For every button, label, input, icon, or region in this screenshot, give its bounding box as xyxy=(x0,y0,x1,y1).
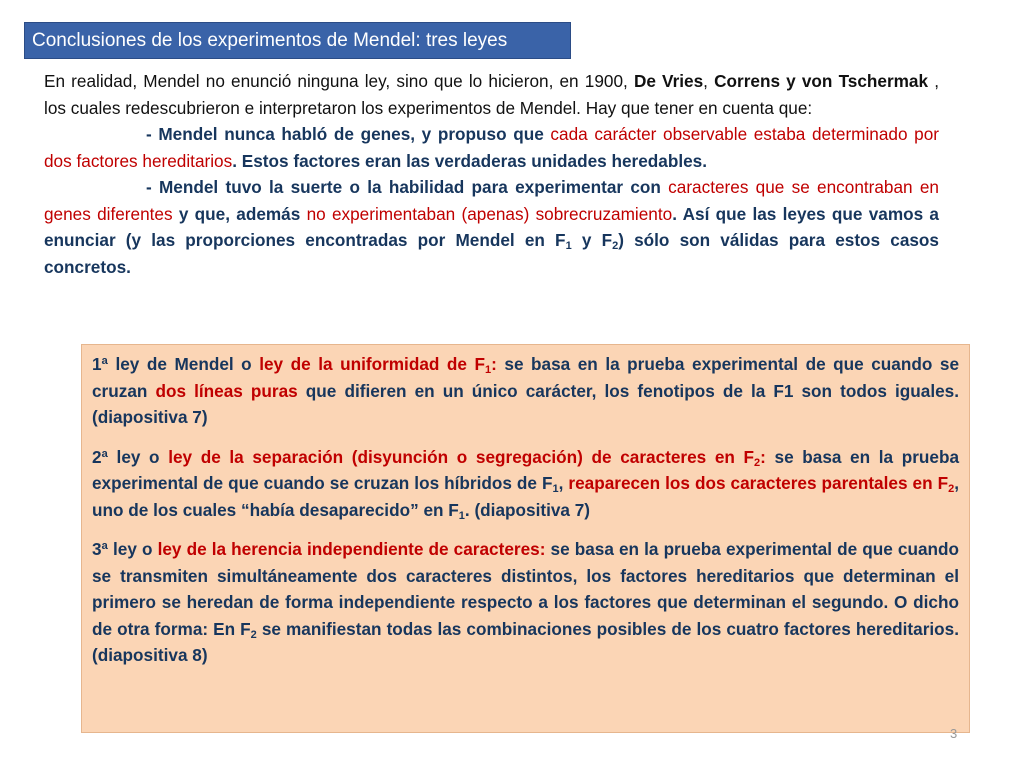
laws-box xyxy=(81,344,970,733)
page-number: 3 xyxy=(950,726,958,741)
slide-title: Conclusiones de los experimentos de Mendel: tres leyes xyxy=(24,22,571,59)
law-2: 2ª ley o ley de la separación (disyunción o segregación) de caracteres en $F_2$: se basa en la prueba experimental de que cuando se cruzan los híbridos de $F_1$, reaparecen los dos caracteres parentales en $F_2$, uno de los cuales “había desaparecido” en $F_1$. (diapositiva 7) xyxy=(92,446,959,522)
point-genes: - Mendel nunca habló de genes, y propuso que cada carácter observable estaba determinado por dos factores hereditarios. Estos factores eran las verdaderas unidades heredables. xyxy=(44,124,940,171)
scientist-names: De Vries xyxy=(633,71,704,91)
highlight-factors: cada carácter observable estaba determinado por dos factores hereditarios xyxy=(44,124,940,171)
law-3: 3ª ley o ley de la herencia independiente de caracteres: se basa en la prueba experimental de que cuando se transmiten simultáneamente dos caracteres distintos, los factores hereditarios que determinan el primero se heredan de forma independiente respecto a los factores que determinan el segundo. O dicho de otra forma: En $F_2$ se manifiestan todas las combinaciones posibles de los cuatro factores hereditarios. (diapositiva 8) xyxy=(92,539,959,665)
scientist-names-2: Correns y von Tschermak xyxy=(714,71,929,91)
intro-text xyxy=(44,68,939,280)
highlight-crossover: no experimentaban (apenas) sobrecruzamiento xyxy=(306,203,673,224)
intro-paragraph: En realidad, Mendel no enunció ninguna ley, sino que lo hicieron, en 1900, De Vries, Correns y von Tschermak , los cuales redescubrieron e interpretaron los experimentos de Mendel. Hay que tener en cuenta que: xyxy=(44,71,939,118)
law-1: 1ª ley de Mendel o ley de la uniformidad de $F_1$: se basa en la prueba experimental de que cuando se cruzan dos líneas puras que difieren en un único carácter, los fenotipos de la F1 son todos iguales.(diapositiva 7) xyxy=(92,354,959,427)
highlight-different-genes: caracteres que se encontraban en genes diferentes xyxy=(44,177,939,224)
point-luck: - Mendel tuvo la suerte o la habilidad para experimentar con caracteres que se encontraban en genes diferentes y que, además no experimentaban (apenas) sobrecruzamiento. Así que las leyes que vamos a enunciar (y las proporciones encontradas por Mendel en $F_1$ y $F_2$) sólo son válidas para estos casos concretos. xyxy=(44,177,939,277)
